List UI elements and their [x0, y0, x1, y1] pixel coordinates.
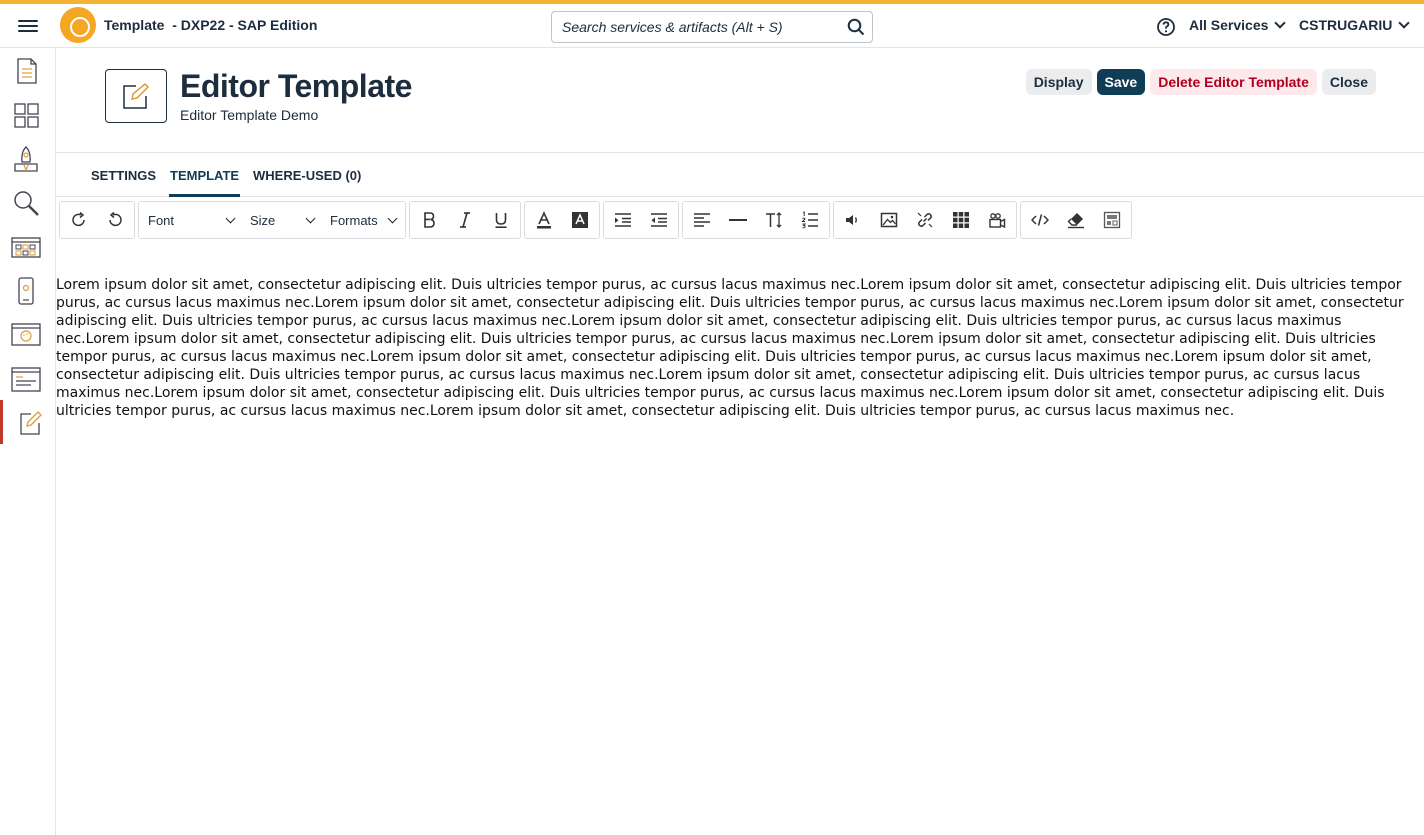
delete-button[interactable]: Delete Editor Template — [1150, 69, 1317, 95]
redo-icon — [70, 211, 88, 229]
line-height-button[interactable] — [756, 202, 792, 238]
table-icon — [952, 211, 970, 229]
color-group — [524, 201, 600, 239]
link-icon — [916, 211, 934, 229]
object-icon — [105, 69, 167, 123]
layout-icon — [11, 232, 41, 262]
nav-item-layout[interactable] — [0, 224, 52, 268]
all-services-menu[interactable] — [1189, 17, 1284, 33]
clear-formatting-button[interactable] — [1058, 202, 1094, 238]
size-select-label: Size — [250, 212, 276, 228]
chevron-down-icon — [306, 213, 316, 223]
eraser-icon — [1067, 211, 1085, 229]
page-title: Editor Template — [180, 68, 412, 104]
text-color-button[interactable] — [526, 202, 562, 238]
code-icon — [1031, 211, 1049, 229]
search-box[interactable] — [551, 11, 873, 43]
align-left-button[interactable] — [684, 202, 720, 238]
nav-item-search[interactable] — [0, 180, 52, 224]
redo-button[interactable] — [61, 202, 97, 238]
outdent-icon — [650, 211, 668, 229]
all-services-label: All Services — [1189, 17, 1269, 33]
magnifier-icon — [11, 188, 41, 218]
audio-button[interactable] — [835, 202, 871, 238]
tools-group — [1020, 201, 1132, 239]
video-icon — [988, 211, 1006, 229]
insert-group — [833, 201, 1017, 239]
nav-item-launch[interactable] — [0, 136, 52, 180]
nav-item-forms[interactable] — [0, 356, 52, 400]
display-button[interactable]: Display — [1026, 69, 1092, 95]
italic-button[interactable] — [447, 202, 483, 238]
horizontal-rule-button[interactable] — [720, 202, 756, 238]
align-left-icon — [693, 211, 711, 229]
nav-item-mobile[interactable] — [0, 268, 52, 312]
form-icon — [11, 364, 41, 394]
history-group — [59, 201, 135, 239]
style-group — [409, 201, 521, 239]
indent-group — [603, 201, 679, 239]
background-color-icon — [571, 211, 589, 229]
formats-select[interactable] — [322, 202, 404, 238]
mobile-icon — [11, 276, 41, 306]
numbered-list-icon — [801, 211, 819, 229]
source-code-button[interactable] — [1022, 202, 1058, 238]
user-menu[interactable] — [1299, 17, 1408, 33]
image-icon — [880, 211, 898, 229]
audio-icon — [844, 211, 862, 229]
close-button[interactable]: Close — [1322, 69, 1376, 95]
save-button[interactable]: Save — [1097, 69, 1146, 95]
text-color-icon — [535, 211, 553, 229]
background-color-button[interactable] — [562, 202, 598, 238]
font-group — [138, 201, 406, 239]
tab-where-used[interactable]: WHERE-USED (0) — [253, 168, 362, 183]
italic-icon — [456, 211, 474, 229]
undo-button[interactable] — [97, 202, 133, 238]
indent-icon — [614, 211, 632, 229]
table-button[interactable] — [943, 202, 979, 238]
app-title: Template - DXP22 - SAP Edition — [104, 17, 318, 33]
underline-icon — [492, 211, 510, 229]
user-name: CSTRUGARIU — [1299, 17, 1393, 33]
search-icon[interactable] — [847, 18, 865, 36]
nav-item-theme[interactable] — [0, 312, 52, 356]
underline-button[interactable] — [483, 202, 519, 238]
editor-toolbar — [59, 201, 1132, 239]
chevron-down-icon — [1399, 17, 1410, 28]
chevron-down-icon — [226, 213, 236, 223]
paragraph-group — [682, 201, 830, 239]
numbered-list-button[interactable] — [792, 202, 828, 238]
help-icon[interactable] — [1156, 17, 1176, 37]
chevron-down-icon — [388, 213, 398, 223]
indent-button[interactable] — [605, 202, 641, 238]
formats-select-label: Formats — [330, 212, 378, 228]
header-actions — [1026, 69, 1376, 95]
template-button[interactable] — [1094, 202, 1130, 238]
nav-item-editor-template[interactable] — [0, 400, 52, 444]
line-height-icon — [765, 211, 783, 229]
video-button[interactable] — [979, 202, 1015, 238]
palette-icon — [11, 320, 41, 350]
chevron-down-icon — [1275, 17, 1286, 28]
shell-bar — [0, 0, 1424, 48]
nav-item-dashboard[interactable] — [0, 92, 52, 136]
bold-icon — [420, 211, 438, 229]
horizontal-rule-icon — [729, 211, 747, 229]
search-input[interactable] — [562, 13, 842, 41]
document-icon — [11, 56, 41, 86]
menu-icon[interactable] — [18, 17, 38, 35]
tab-settings[interactable]: SETTINGS — [91, 168, 157, 183]
font-select-label: Font — [148, 212, 175, 228]
edit-icon — [121, 81, 151, 111]
grid-icon — [11, 100, 41, 130]
nav-item-documents[interactable] — [0, 48, 52, 92]
undo-icon — [106, 211, 124, 229]
side-navigation — [0, 48, 56, 835]
font-select[interactable] — [140, 202, 242, 238]
image-button[interactable] — [871, 202, 907, 238]
link-button[interactable] — [907, 202, 943, 238]
tab-bar — [56, 153, 1424, 197]
template-icon — [1103, 211, 1121, 229]
rocket-icon — [11, 144, 41, 174]
outdent-button[interactable] — [641, 202, 677, 238]
app-logo — [60, 7, 96, 43]
page-subtitle: Editor Template Demo — [180, 107, 319, 123]
bold-button[interactable] — [411, 202, 447, 238]
tab-template[interactable]: TEMPLATE — [169, 168, 240, 197]
size-select[interactable] — [242, 202, 322, 238]
edit-icon — [17, 408, 43, 438]
object-header — [56, 48, 1424, 153]
editor-content[interactable]: Lorem ipsum dolor sit amet, consectetur adipiscing elit. Duis ultricies tempor purus, ac cursus lacus maximus nec.Lorem ipsum dolor sit amet, consectetur adipiscing elit. Duis ultricies tempor purus, ac cursus lacus maximus nec.Lorem ipsum dolor sit amet, consectetur adipiscing elit. Duis ultricies tempor purus, ac cursus lacus maximus nec.Lorem ipsum dolor sit amet, consectetur adipiscing elit. Duis ultricies tempor purus, ac cursus lacus maximus nec.Lorem ipsum dolor sit amet, consectetur adipiscing elit. Duis ultricies tempor purus, ac cursus lacus maximus nec.Lorem ipsum dolor sit amet, consectetur adipiscing elit. Duis ultricies tempor purus, ac cursus lacus maximus nec.Lorem ipsum dolor sit amet, consectetur adipiscing elit. Duis ultricies tempor purus, ac cursus lacus maximus nec.Lorem ipsum dolor sit amet, consectetur adipiscing elit. Duis ultricies tempor purus, ac cursus lacus maximus nec.Lorem ipsum dolor sit amet, consectetur adipiscing elit. Duis ultricies tempor purus, ac cursus lacus maximus nec.Lorem ipsum dolor sit amet, consectetur adipiscing elit. Duis ultricies tempor purus, ac cursus lacus maximus nec.Lorem ipsum dolor sit amet, consectetur adipiscing elit. Duis ultricies tempor purus, ac cursus lacus maximus nec.Lorem ipsum dolor sit amet, consectetur adipiscing elit. Duis ultricies tempor purus, ac cursus lacus maximus nec.Lorem ipsum dolor sit amet, consectetur adipiscing elit. Duis ultricies tempor purus, ac cursus lacus maximus nec. — [56, 277, 1404, 419]
